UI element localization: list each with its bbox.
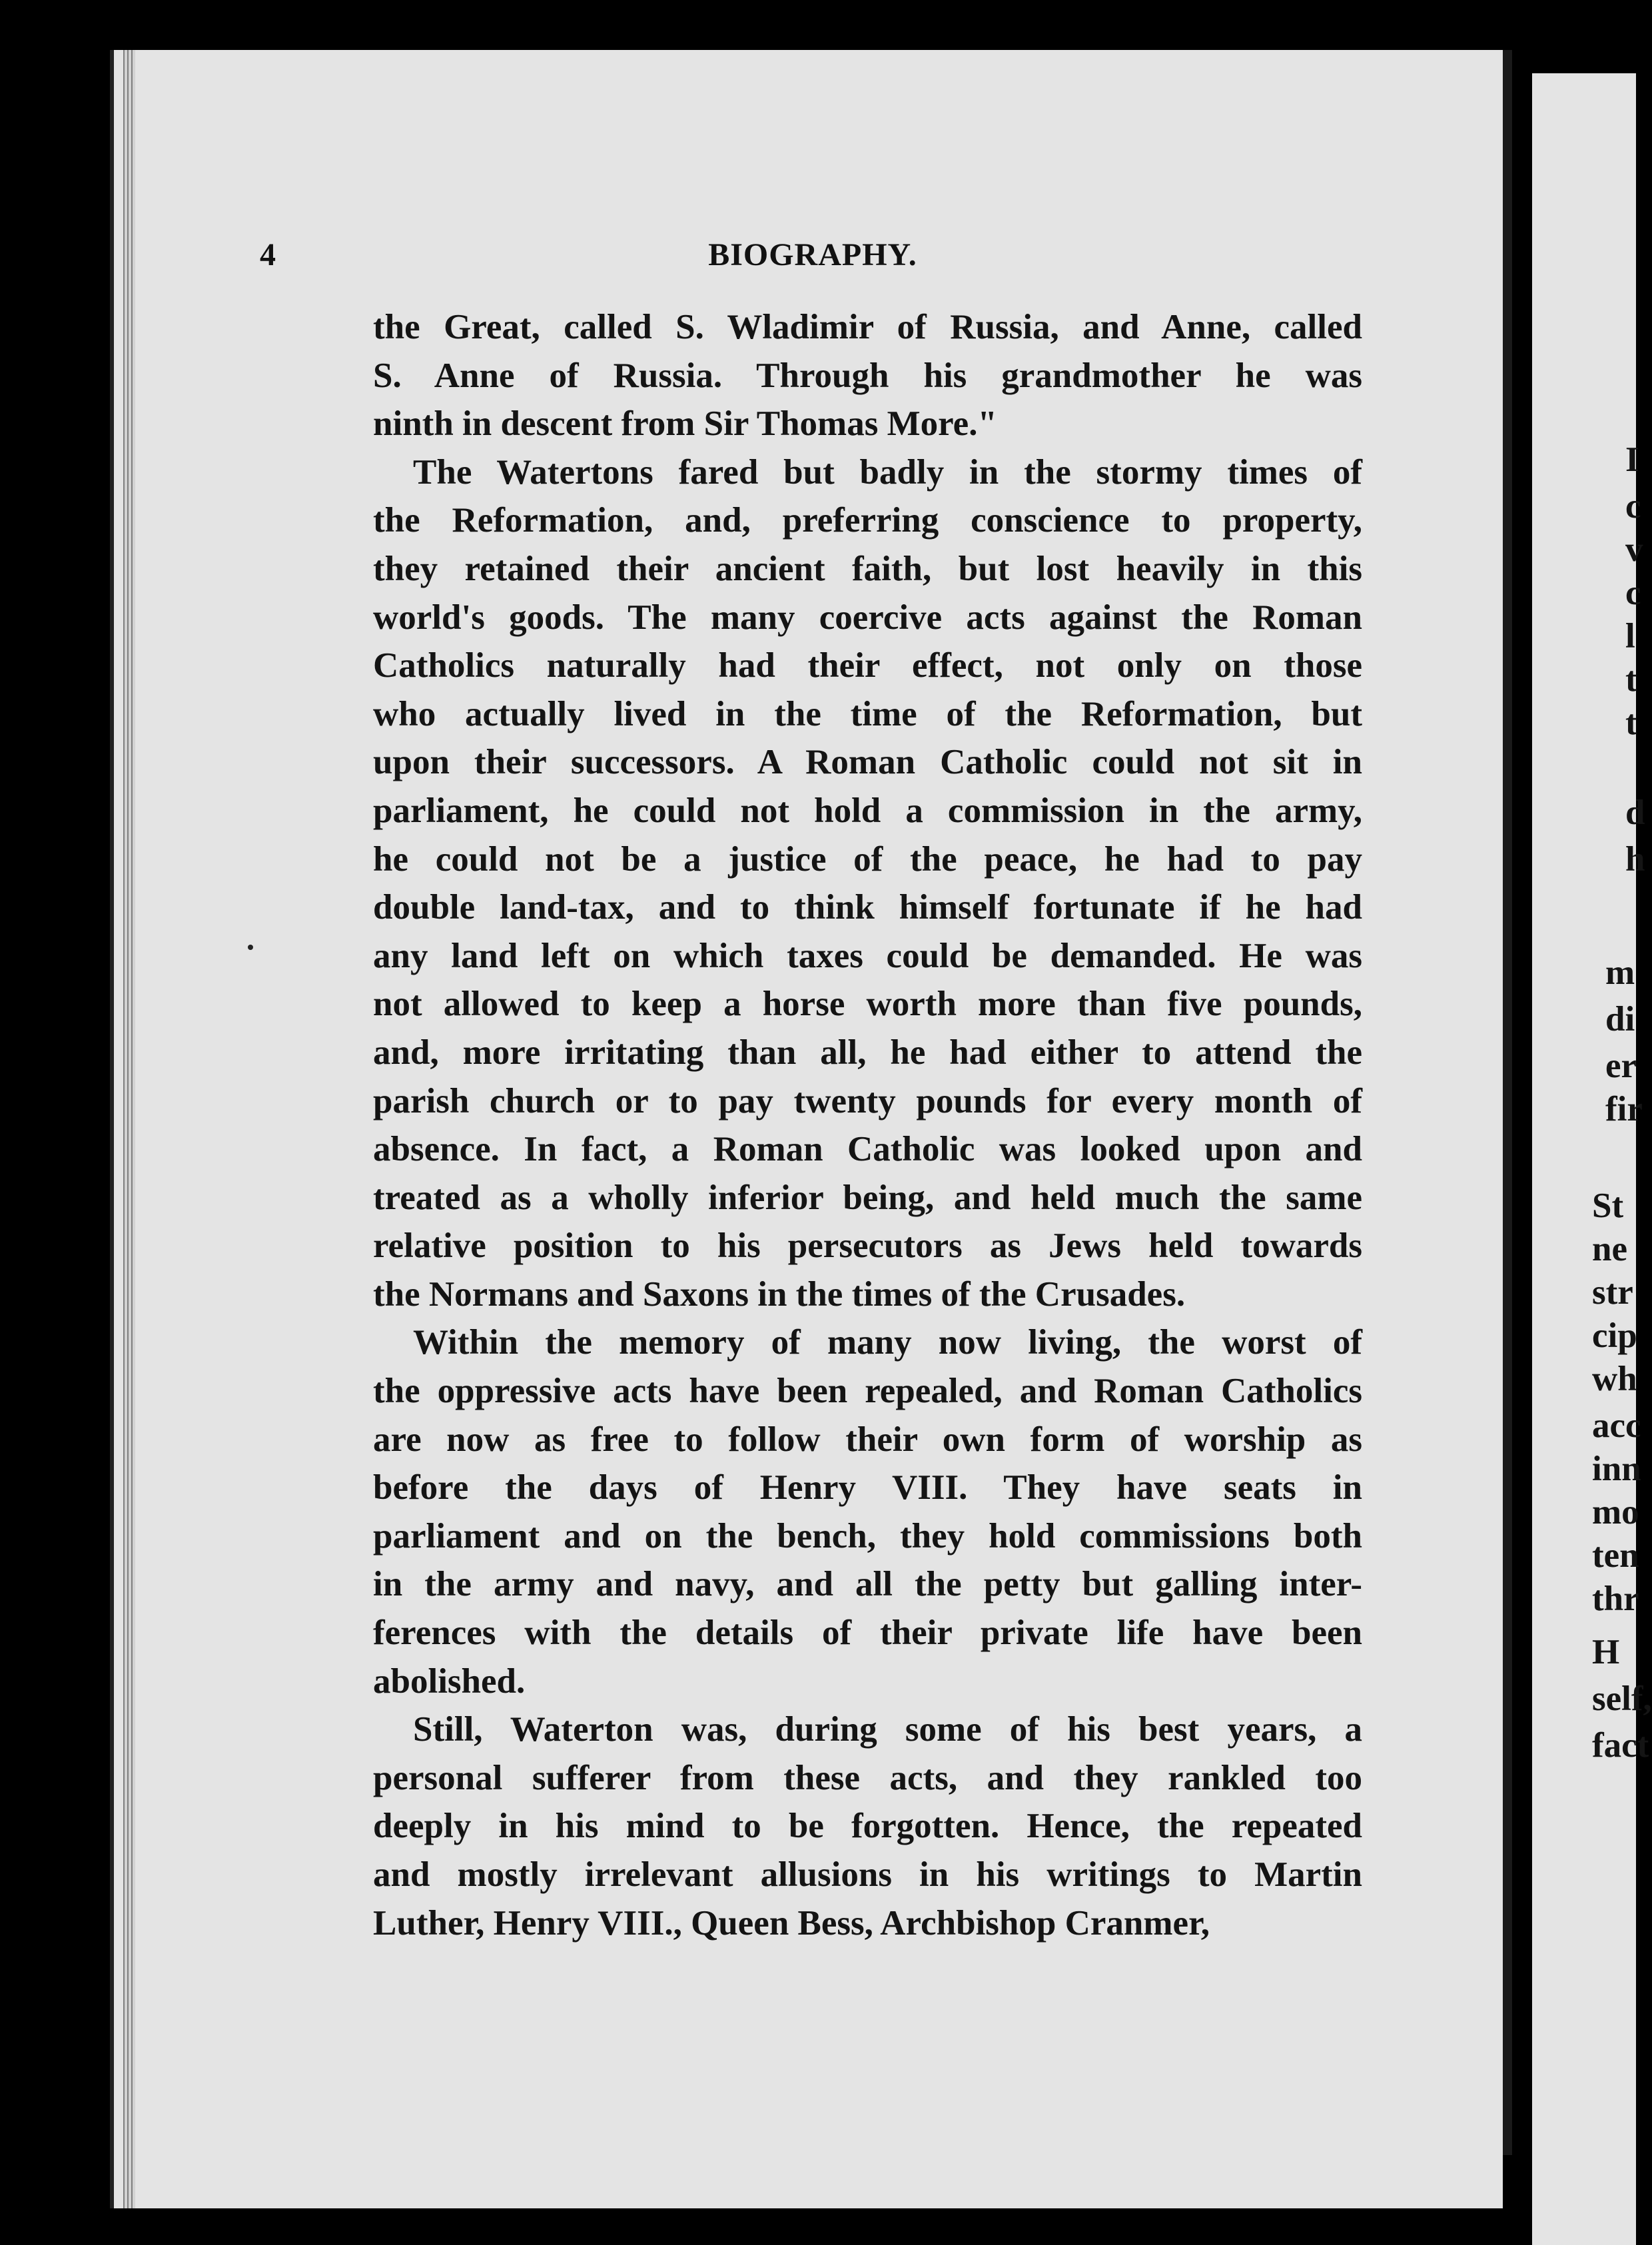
text-line: and mostly irrelevant allusions in his writings to Martin xyxy=(373,1855,1362,1894)
facing-page-fragment: I xyxy=(1625,440,1639,479)
facing-page-fragment: m xyxy=(1605,953,1635,992)
facing-page-fragment: er xyxy=(1605,1047,1637,1085)
facing-page-fragment: mo xyxy=(1592,1493,1639,1532)
text-line: the Normans and Saxons in the times of the Crusades. xyxy=(373,1274,1186,1314)
facing-page-fragment: c xyxy=(1625,487,1641,526)
page-number: 4 xyxy=(260,237,276,272)
text-line: are now as free to follow their own form of worship as xyxy=(373,1420,1362,1459)
text-line: world's goods. The many coercive acts against the Roman xyxy=(373,598,1362,637)
text-line: upon their successors. A Roman Catholic could not sit in xyxy=(373,743,1362,782)
facing-page-fragment: cip xyxy=(1592,1316,1637,1355)
facing-page-fragment: v xyxy=(1625,530,1643,569)
text-line: any land left on which taxes could be demanded. He was xyxy=(373,936,1362,975)
text-line: The Watertons fared but badly in the stormy times of xyxy=(413,452,1362,492)
facing-page-fragment: inn xyxy=(1592,1450,1641,1488)
text-line: Still, Waterton was, during some of his best years, a xyxy=(413,1710,1362,1749)
facing-page xyxy=(1532,73,1652,2245)
text-line: and, more irritating than all, he had either to attend the xyxy=(373,1033,1362,1072)
facing-page-fragment: St xyxy=(1592,1186,1624,1225)
text-line: absence. In fact, a Roman Catholic was looked upon and xyxy=(373,1130,1362,1169)
paragraph xyxy=(373,448,1362,1319)
text-line: parliament and on the bench, they hold commissions both xyxy=(373,1516,1362,1556)
facing-page-fragment: d xyxy=(1625,793,1645,832)
text-line: relative position to his persecutors as Jews held towards xyxy=(373,1226,1362,1266)
paragraph xyxy=(373,1705,1362,1947)
facing-page-fragment: di xyxy=(1605,1000,1635,1039)
facing-page-fragment: fir xyxy=(1605,1090,1643,1128)
facing-page-fragment: acc xyxy=(1592,1406,1641,1445)
facing-page-fragment: H xyxy=(1592,1633,1620,1671)
facing-page-fragment: l xyxy=(1625,617,1635,656)
facing-page-fragment: ne xyxy=(1592,1230,1627,1268)
text-line: parish church or to pay twenty pounds for every month of xyxy=(373,1081,1362,1121)
text-line: Within the memory of many now living, the worst of xyxy=(413,1323,1362,1362)
facing-page-fragment: t xyxy=(1625,703,1637,742)
facing-page-fragment: fact xyxy=(1592,1726,1649,1765)
text-line: they retained their ancient faith, but lost heavily in this xyxy=(373,549,1362,588)
text-line: the Reformation, and, preferring conscience to property, xyxy=(373,501,1362,540)
text-line: he could not be a justice of the peace, he had to pay xyxy=(373,839,1362,879)
text-line: Catholics naturally had their effect, not only on those xyxy=(373,646,1362,685)
text-line: double land-tax, and to think himself fortunate if he had xyxy=(373,888,1362,927)
facing-page-fragment: t xyxy=(1625,660,1637,699)
text-line: before the days of Henry VIII. They have seats in xyxy=(373,1468,1362,1508)
body-text xyxy=(373,303,1362,1947)
text-line: ferences with the details of their private life have been xyxy=(373,1613,1362,1653)
text-line: personal sufferer from these acts, and they rankled too xyxy=(373,1758,1362,1797)
text-line: ninth in descent from Sir Thomas More." xyxy=(373,404,997,444)
text-line: S. Anne of Russia. Through his grandmother he was xyxy=(373,356,1362,395)
paragraph xyxy=(373,303,1362,448)
facing-page-fragment: self, xyxy=(1592,1679,1652,1718)
text-line: deeply in his mind to be forgotten. Hence, the repeated xyxy=(373,1807,1362,1846)
text-line: abolished. xyxy=(373,1661,526,1701)
facing-page-fragment: str xyxy=(1592,1273,1633,1312)
text-line: Luther, Henry VIII., Queen Bess, Archbishop Cranmer, xyxy=(373,1903,1210,1943)
facing-page-fragment: thr xyxy=(1592,1579,1639,1618)
page-title: BIOGRAPHY. xyxy=(708,237,917,272)
text-line: not allowed to keep a horse worth more than five pounds, xyxy=(373,985,1362,1024)
text-line: who actually lived in the time of the Reformation, but xyxy=(373,694,1362,733)
text-line: treated as a wholly inferior being, and held much the same xyxy=(373,1178,1362,1217)
text-line: in the army and navy, and all the petty but galling inter- xyxy=(373,1565,1362,1604)
text-line: the oppressive acts have been repealed, and Roman Catholics xyxy=(373,1372,1362,1411)
paragraph xyxy=(373,1318,1362,1705)
facing-page-fragment: c xyxy=(1625,574,1641,612)
text-line: parliament, he could not hold a commission in the army, xyxy=(373,791,1362,830)
facing-page-fragment: wh xyxy=(1592,1360,1637,1398)
text-line: the Great, called S. Wladimir of Russia, and Anne, called xyxy=(373,308,1362,346)
scan-speck xyxy=(248,945,253,950)
facing-page-fragment: h xyxy=(1625,840,1645,879)
facing-page-fragment: ten xyxy=(1592,1536,1639,1575)
